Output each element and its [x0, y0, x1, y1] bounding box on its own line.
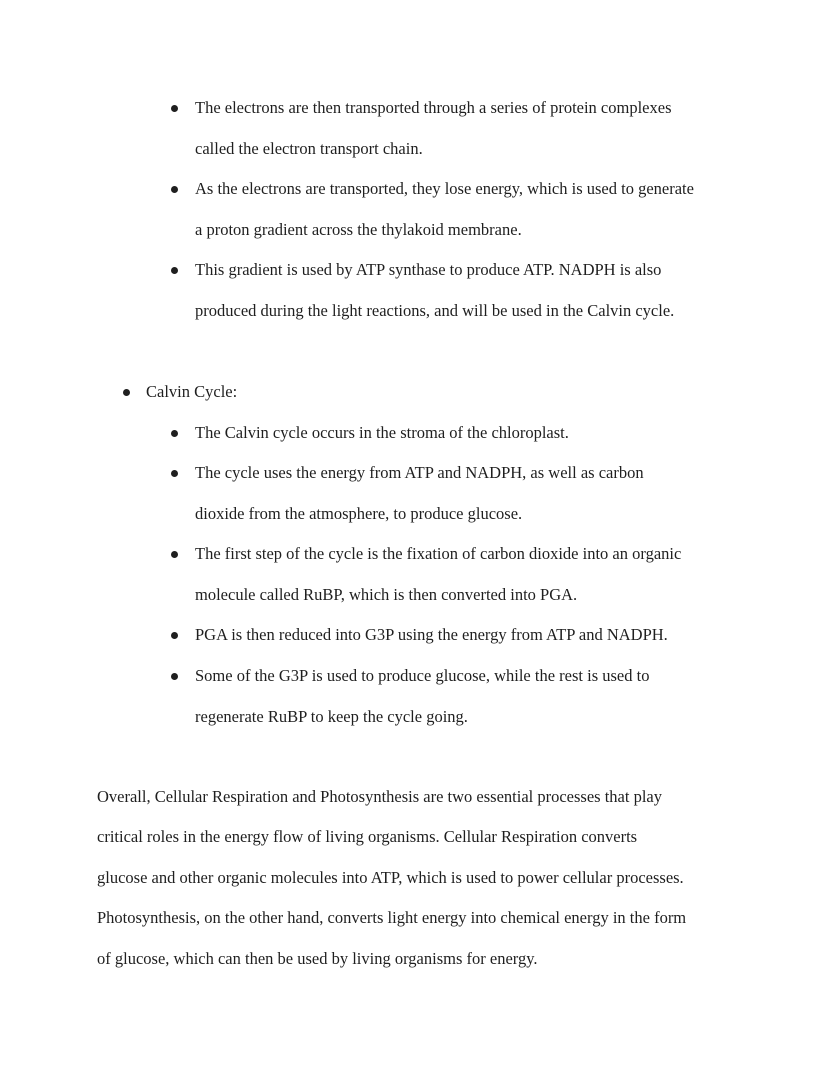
bullet-icon — [171, 470, 178, 477]
bullet-icon — [171, 186, 178, 193]
list-item-text: called the electron transport chain. — [195, 139, 423, 158]
bullet-icon — [171, 551, 178, 558]
list-item-text: The cycle uses the energy from ATP and NADPH, as well as carbon — [195, 463, 644, 482]
paragraph-line: critical roles in the energy flow of living organisms. Cellular Respiration converts — [97, 827, 638, 846]
list-item-text: The first step of the cycle is the fixation of carbon dioxide into an organic — [195, 544, 682, 563]
list-item-text: a proton gradient across the thylakoid membrane. — [195, 220, 522, 239]
list-item-text: Some of the G3P is used to produce glucose, while the rest is used to — [195, 666, 650, 685]
paragraph-line: glucose and other organic molecules into ATP, which is used to power cellular processes. — [97, 868, 684, 887]
bullet-icon — [171, 267, 178, 274]
list-item-text: This gradient is used by ATP synthase to produce ATP. NADPH is also — [195, 260, 662, 279]
bullet-icon — [123, 389, 130, 396]
paragraph-line: of glucose, which can then be used by living organisms for energy. — [97, 949, 538, 968]
list-item-text: dioxide from the atmosphere, to produce glucose. — [195, 504, 523, 523]
list-item-text: PGA is then reduced into G3P using the energy from ATP and NADPH. — [195, 625, 668, 644]
bullet-icon — [171, 430, 178, 437]
paragraph-line: Overall, Cellular Respiration and Photosynthesis are two essential processes that play — [97, 787, 662, 806]
calvin-cycle-heading: Calvin Cycle: — [146, 382, 238, 401]
list-item-text: regenerate RuBP to keep the cycle going. — [195, 707, 468, 726]
bullet-icon — [171, 632, 178, 639]
bullet-icon — [171, 105, 178, 112]
list-item-text: The Calvin cycle occurs in the stroma of the chloroplast. — [195, 423, 569, 442]
bullet-icon — [171, 673, 178, 680]
list-item-text: As the electrons are transported, they lose energy, which is used to generate — [195, 179, 694, 198]
list-item-text: produced during the light reactions, and will be used in the Calvin cycle. — [195, 301, 675, 320]
paragraph-line: Photosynthesis, on the other hand, converts light energy into chemical energy in the form — [97, 908, 687, 927]
list-item-text: The electrons are then transported through a series of protein complexes — [195, 98, 672, 117]
list-item-text: molecule called RuBP, which is then converted into PGA. — [195, 585, 578, 604]
